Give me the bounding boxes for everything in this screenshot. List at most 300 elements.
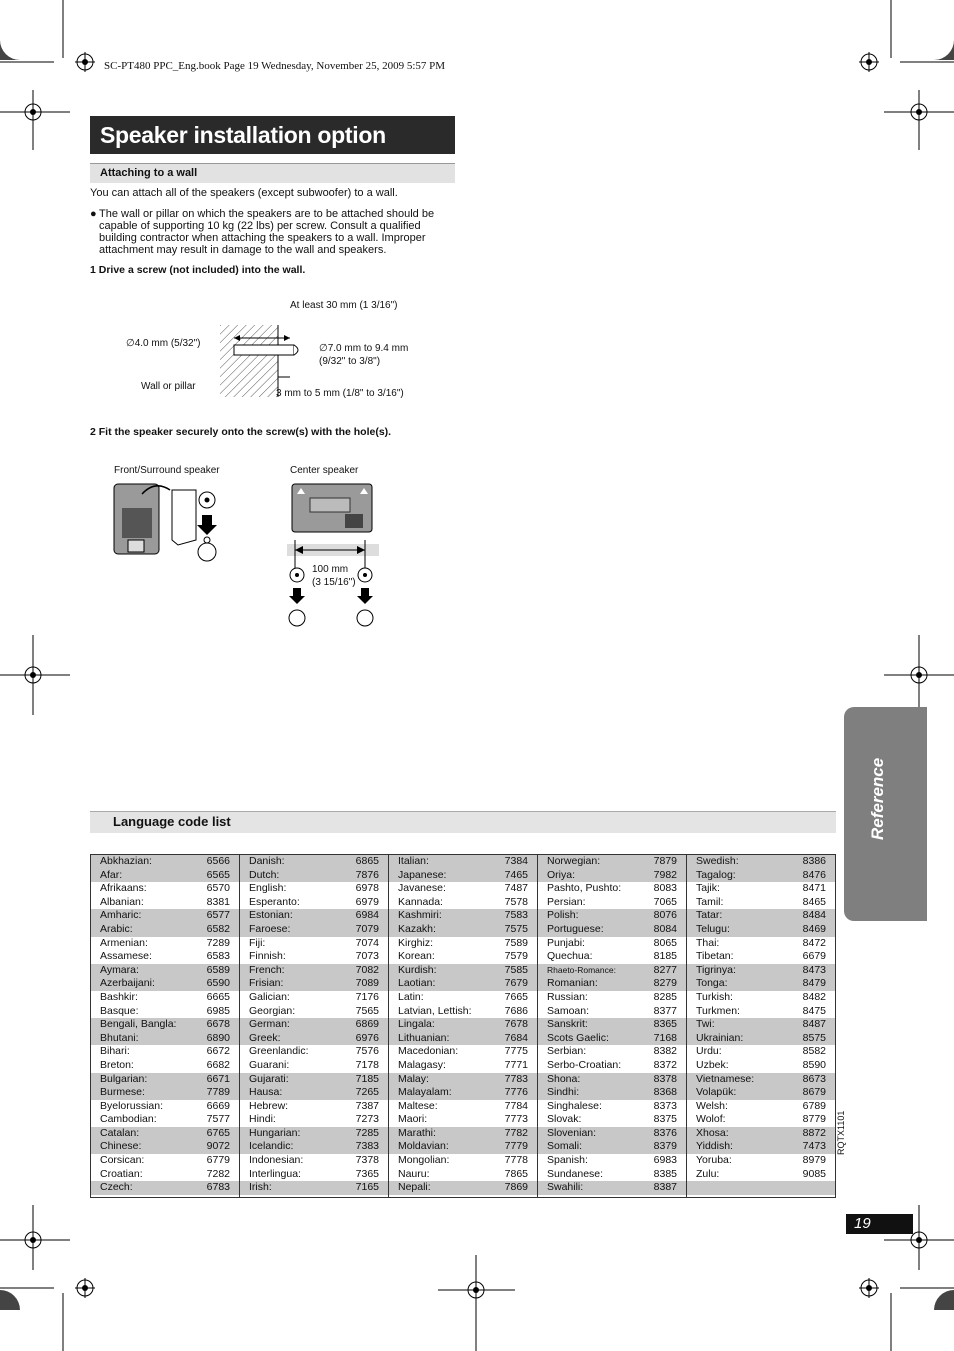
language-row	[240, 1127, 388, 1141]
language-row	[240, 1181, 388, 1195]
language-name: Bashkir:	[100, 990, 138, 1003]
label-at-least: At least 30 mm (1 3/16")	[290, 300, 398, 311]
language-name: Kurdish:	[398, 963, 437, 976]
language-row	[91, 1113, 239, 1127]
language-code: 7865	[504, 1167, 528, 1180]
language-row	[389, 1059, 537, 1073]
language-code: 8185	[653, 950, 677, 963]
language-code: 7779	[504, 1140, 528, 1153]
language-code: 7089	[355, 977, 379, 990]
language-code: 8375	[653, 1113, 677, 1126]
language-row	[389, 896, 537, 910]
language-code: 7384	[504, 855, 528, 867]
language-code: 7074	[355, 936, 379, 949]
language-code: 8575	[802, 1031, 826, 1044]
reference-tab-label: Reference	[868, 757, 887, 840]
language-name: Interlingua:	[249, 1167, 301, 1180]
language-code: 7165	[355, 1181, 379, 1194]
language-name: Kannada:	[398, 895, 443, 908]
language-code: 7869	[504, 1181, 528, 1194]
language-code: 7686	[504, 1004, 528, 1017]
language-code: 7773	[504, 1113, 528, 1126]
language-row	[240, 1100, 388, 1114]
language-name: Xhosa:	[696, 1126, 729, 1139]
intro-text: You can attach all of the speakers (except subwoofer) to a wall.	[90, 187, 398, 199]
language-code: 7771	[504, 1058, 528, 1071]
language-row	[687, 964, 835, 978]
language-code: 7065	[653, 895, 677, 908]
language-row	[538, 923, 686, 937]
language-name: Swedish:	[696, 855, 739, 867]
language-code-table	[90, 854, 836, 1198]
language-row	[687, 869, 835, 883]
language-row	[240, 1018, 388, 1032]
language-code: 7782	[504, 1126, 528, 1139]
language-code: 8076	[653, 909, 677, 922]
language-name: Breton:	[100, 1058, 134, 1071]
language-row	[538, 1073, 686, 1087]
language-row	[91, 896, 239, 910]
language-row	[91, 882, 239, 896]
language-row	[538, 1113, 686, 1127]
label-distance: 100 mm	[312, 564, 349, 575]
label-diameter-4: ∅4.0 mm (5/32")	[126, 338, 201, 349]
language-code: 6589	[206, 963, 230, 976]
language-name: Moldavian:	[398, 1140, 449, 1153]
language-row	[687, 855, 835, 869]
language-name: Hausa:	[249, 1086, 283, 1099]
language-name: Quechua:	[547, 950, 593, 963]
label-center: Center speaker	[290, 465, 359, 476]
language-row	[538, 1059, 686, 1073]
language-name: Russian:	[547, 990, 588, 1003]
language-name: Welsh:	[696, 1099, 728, 1112]
language-row	[240, 1140, 388, 1154]
language-name: Nauru:	[398, 1167, 430, 1180]
language-name: Malay:	[398, 1072, 429, 1085]
language-name: Maltese:	[398, 1099, 438, 1112]
language-row	[389, 1154, 537, 1168]
language-name: Tatar:	[696, 909, 723, 922]
language-row	[91, 923, 239, 937]
language-code-heading: Language code list	[90, 811, 836, 833]
language-row	[538, 1100, 686, 1114]
language-code: 6583	[206, 950, 230, 963]
language-row	[91, 855, 239, 869]
language-row	[389, 855, 537, 869]
language-row	[687, 1018, 835, 1032]
language-row	[240, 1168, 388, 1182]
language-code: 8479	[802, 977, 826, 990]
language-code: 7465	[504, 868, 528, 881]
language-code: 7784	[504, 1099, 528, 1112]
language-code: 6570	[206, 882, 230, 895]
language-row	[91, 1045, 239, 1059]
language-row	[389, 1032, 537, 1046]
language-name: Latin:	[398, 990, 424, 1003]
language-row	[538, 1168, 686, 1182]
language-name: Czech:	[100, 1181, 133, 1194]
language-name: Singhalese:	[547, 1099, 602, 1112]
language-name: Frisian:	[249, 977, 284, 990]
language-code: 7082	[355, 963, 379, 976]
language-row	[240, 977, 388, 991]
language-code: 8779	[802, 1113, 826, 1126]
language-row	[389, 882, 537, 896]
language-row	[687, 1100, 835, 1114]
language-name: Amharic:	[100, 909, 142, 922]
language-name: Aymara:	[100, 963, 139, 976]
language-code: 8475	[802, 1004, 826, 1017]
language-code: 8979	[802, 1154, 826, 1167]
language-code: 7789	[206, 1086, 230, 1099]
language-code: 8379	[653, 1140, 677, 1153]
language-code: 8487	[802, 1018, 826, 1031]
language-code: 8084	[653, 922, 677, 935]
language-name: Wolof:	[696, 1113, 726, 1126]
language-row	[91, 1032, 239, 1046]
language-code: 7876	[355, 868, 379, 881]
language-name: Shona:	[547, 1072, 581, 1085]
print-header: SC-PT480 PPC_Eng.book Page 19 Wednesday, November 25, 2009 5:57 PM	[104, 60, 446, 72]
language-code: 6665	[206, 990, 230, 1003]
language-name: Rhaeto-Romance:	[547, 964, 616, 975]
language-row	[687, 1168, 835, 1182]
language-row	[91, 937, 239, 951]
language-row	[687, 991, 835, 1005]
language-row	[687, 1127, 835, 1141]
language-name: Urdu:	[696, 1045, 722, 1058]
language-name: Macedonian:	[398, 1045, 459, 1058]
language-row	[389, 869, 537, 883]
language-code: 6582	[206, 922, 230, 935]
language-column	[91, 855, 240, 1197]
language-name: Dutch:	[249, 868, 280, 881]
language-name: Estonian:	[249, 909, 293, 922]
language-name: Fiji:	[249, 936, 266, 949]
language-name: Swahili:	[547, 1181, 584, 1194]
language-name: Italian:	[398, 855, 429, 867]
language-name: Nepali:	[398, 1181, 431, 1194]
language-code: 8382	[653, 1045, 677, 1058]
language-name: Spanish:	[547, 1154, 588, 1167]
language-name: Marathi:	[398, 1126, 436, 1139]
language-name: Turkmen:	[696, 1004, 740, 1017]
language-row	[687, 1154, 835, 1168]
language-row	[91, 909, 239, 923]
language-row	[538, 1154, 686, 1168]
language-name: Tajik:	[696, 882, 720, 895]
language-row	[240, 937, 388, 951]
language-row	[91, 1168, 239, 1182]
language-name: Zulu:	[696, 1167, 720, 1180]
language-row	[91, 1181, 239, 1195]
language-name: Irish:	[249, 1181, 272, 1194]
language-code: 7665	[504, 990, 528, 1003]
language-code: 8279	[653, 977, 677, 990]
language-name: Uzbek:	[696, 1058, 729, 1071]
center-speaker-diagram	[285, 480, 385, 630]
language-code: 8285	[653, 990, 677, 1003]
language-name: Yiddish:	[696, 1140, 733, 1153]
language-name: Bulgarian:	[100, 1072, 148, 1085]
language-code: 6669	[206, 1099, 230, 1112]
language-code: 8590	[802, 1058, 826, 1071]
language-row	[538, 1005, 686, 1019]
language-row	[389, 991, 537, 1005]
language-name: German:	[249, 1018, 290, 1031]
language-name: Serbian:	[547, 1045, 587, 1058]
language-name: Armenian:	[100, 936, 148, 949]
language-name: Sundanese:	[547, 1167, 604, 1180]
language-name: Hindi:	[249, 1113, 276, 1126]
language-name: Malayalam:	[398, 1086, 452, 1099]
language-code: 7073	[355, 950, 379, 963]
language-name: Malagasy:	[398, 1058, 446, 1071]
language-row	[687, 896, 835, 910]
language-code: 8387	[653, 1181, 677, 1194]
language-code: 8373	[653, 1099, 677, 1112]
language-row	[389, 1073, 537, 1087]
language-code: 7487	[504, 882, 528, 895]
language-row	[91, 991, 239, 1005]
language-row	[687, 937, 835, 951]
language-row	[389, 1168, 537, 1182]
language-name: Slovak:	[547, 1113, 582, 1126]
language-code: 6765	[206, 1126, 230, 1139]
language-name: Javanese:	[398, 882, 446, 895]
language-row	[687, 1086, 835, 1100]
language-code: 7589	[504, 936, 528, 949]
language-code: 6976	[355, 1031, 379, 1044]
language-column	[389, 855, 538, 1197]
language-row	[91, 950, 239, 964]
language-code: 7879	[653, 855, 677, 867]
language-name: Tibetan:	[696, 950, 734, 963]
language-name: Albanian:	[100, 895, 144, 908]
language-code: 9085	[802, 1167, 826, 1180]
language-code: 6590	[206, 977, 230, 990]
language-code: 8065	[653, 936, 677, 949]
language-row	[240, 1113, 388, 1127]
language-row	[538, 1127, 686, 1141]
language-code: 6789	[802, 1099, 826, 1112]
language-code: 6783	[206, 1181, 230, 1194]
language-name: Thai:	[696, 936, 720, 949]
language-code: 6983	[653, 1154, 677, 1167]
language-row	[389, 1140, 537, 1154]
language-code: 7684	[504, 1031, 528, 1044]
language-row	[240, 991, 388, 1005]
language-name: Basque:	[100, 1004, 139, 1017]
language-name: Sindhi:	[547, 1086, 580, 1099]
language-row	[389, 964, 537, 978]
language-name: Punjabi:	[547, 936, 585, 949]
subsection-heading: Attaching to a wall	[90, 163, 455, 183]
language-row	[389, 1181, 537, 1195]
language-code: 6672	[206, 1045, 230, 1058]
language-row	[538, 855, 686, 869]
language-name: Lithuanian:	[398, 1031, 450, 1044]
language-name: Faroese:	[249, 922, 291, 935]
language-name: Azerbaijani:	[100, 977, 155, 990]
language-row	[687, 1045, 835, 1059]
language-code: 8365	[653, 1018, 677, 1031]
language-row	[538, 950, 686, 964]
language-name: Greenlandic:	[249, 1045, 309, 1058]
language-name: Norwegian:	[547, 855, 601, 867]
language-name: Hungarian:	[249, 1126, 301, 1139]
language-row	[687, 909, 835, 923]
language-name: Slovenian:	[547, 1126, 597, 1139]
language-row	[389, 1018, 537, 1032]
language-name: Arabic:	[100, 922, 133, 935]
language-code: 7365	[355, 1167, 379, 1180]
language-code: 8083	[653, 882, 677, 895]
language-name: Afar:	[100, 868, 123, 881]
language-code: 6566	[206, 855, 230, 867]
language-name: Gujarati:	[249, 1072, 289, 1085]
language-code: 7185	[355, 1072, 379, 1085]
language-code: 6679	[802, 950, 826, 963]
language-code: 6671	[206, 1072, 230, 1085]
language-code: 6577	[206, 909, 230, 922]
language-name: Serbo-Croatian:	[547, 1058, 622, 1071]
language-row	[687, 923, 835, 937]
language-code: 7679	[504, 977, 528, 990]
language-name: Turkish:	[696, 990, 733, 1003]
language-name: Esperanto:	[249, 895, 300, 908]
language-row	[389, 1005, 537, 1019]
language-code: 8368	[653, 1086, 677, 1099]
language-code: 8376	[653, 1126, 677, 1139]
language-row	[240, 1032, 388, 1046]
language-code: 8679	[802, 1086, 826, 1099]
language-name: Abkhazian:	[100, 855, 152, 867]
language-row	[389, 923, 537, 937]
language-name: Twi:	[696, 1018, 715, 1031]
language-code: 7576	[355, 1045, 379, 1058]
language-name: Corsican:	[100, 1154, 145, 1167]
language-code: 6979	[355, 895, 379, 908]
language-name: Icelandic:	[249, 1140, 294, 1153]
language-row	[687, 950, 835, 964]
language-code: 7678	[504, 1018, 528, 1031]
language-code: 8472	[802, 936, 826, 949]
language-row	[240, 909, 388, 923]
language-code: 7387	[355, 1099, 379, 1112]
label-wall: Wall or pillar	[141, 381, 196, 392]
language-code: 7289	[206, 936, 230, 949]
language-code: 7575	[504, 922, 528, 935]
language-name: Hebrew:	[249, 1099, 289, 1112]
language-name: Mongolian:	[398, 1154, 450, 1167]
language-row	[240, 896, 388, 910]
language-code: 8277	[653, 963, 677, 976]
language-row	[389, 977, 537, 991]
language-code: 7273	[355, 1113, 379, 1126]
page-number: 19	[846, 1214, 913, 1234]
language-row	[91, 964, 239, 978]
language-row	[538, 991, 686, 1005]
language-row	[389, 909, 537, 923]
language-row	[91, 1154, 239, 1168]
language-code: 6565	[206, 868, 230, 881]
language-row	[687, 977, 835, 991]
language-code: 7778	[504, 1154, 528, 1167]
language-row	[538, 869, 686, 883]
language-code: 8386	[802, 855, 826, 867]
language-name: Romanian:	[547, 977, 598, 990]
language-row	[389, 937, 537, 951]
language-name: Laotian:	[398, 977, 436, 990]
language-code: 8582	[802, 1045, 826, 1058]
language-code: 8482	[802, 990, 826, 1003]
language-name: Yoruba:	[696, 1154, 732, 1167]
language-name: Volapük:	[696, 1086, 737, 1099]
language-name: Finnish:	[249, 950, 286, 963]
language-code: 6985	[206, 1004, 230, 1017]
language-row	[91, 869, 239, 883]
language-name: Danish:	[249, 855, 285, 867]
language-row	[240, 1059, 388, 1073]
language-column	[538, 855, 687, 1197]
language-row	[687, 1140, 835, 1154]
language-name: Greek:	[249, 1031, 281, 1044]
language-name: Georgian:	[249, 1004, 296, 1017]
language-code: 8473	[802, 963, 826, 976]
language-row	[240, 1086, 388, 1100]
language-row	[240, 950, 388, 964]
language-code: 7775	[504, 1045, 528, 1058]
language-name: Indonesian:	[249, 1154, 304, 1167]
language-name: Maori:	[398, 1113, 428, 1126]
language-name: Tigrinya:	[696, 963, 736, 976]
language-code: 7583	[504, 909, 528, 922]
language-code: 7383	[355, 1140, 379, 1153]
language-row	[240, 855, 388, 869]
language-name: Portuguese:	[547, 922, 604, 935]
language-code: 7473	[802, 1140, 826, 1153]
language-name: Galician:	[249, 990, 290, 1003]
language-row	[538, 1181, 686, 1195]
language-row	[91, 1073, 239, 1087]
bullet-icon: ●	[90, 208, 97, 220]
language-name: Pashto, Pushto:	[547, 882, 622, 895]
language-code: 7585	[504, 963, 528, 976]
language-code: 7579	[504, 950, 528, 963]
label-distance-in: (3 15/16")	[312, 577, 356, 588]
language-code: 8465	[802, 895, 826, 908]
language-code: 8385	[653, 1167, 677, 1180]
language-row	[538, 964, 686, 978]
language-row	[389, 1045, 537, 1059]
language-row	[538, 909, 686, 923]
language-name: English:	[249, 882, 287, 895]
language-name: Vietnamese:	[696, 1072, 755, 1085]
language-row	[240, 923, 388, 937]
language-name: Croatian:	[100, 1167, 143, 1180]
language-name: Cambodian:	[100, 1113, 157, 1126]
language-row	[687, 1181, 835, 1195]
language-name: Sanskrit:	[547, 1018, 588, 1031]
language-code: 6865	[355, 855, 379, 867]
label-3to5mm: 3 mm to 5 mm (1/8" to 3/16")	[276, 388, 404, 399]
language-code: 7565	[355, 1004, 379, 1017]
page-title: Speaker installation option	[90, 116, 455, 154]
language-code: 7776	[504, 1086, 528, 1099]
language-name: Tonga:	[696, 977, 728, 990]
